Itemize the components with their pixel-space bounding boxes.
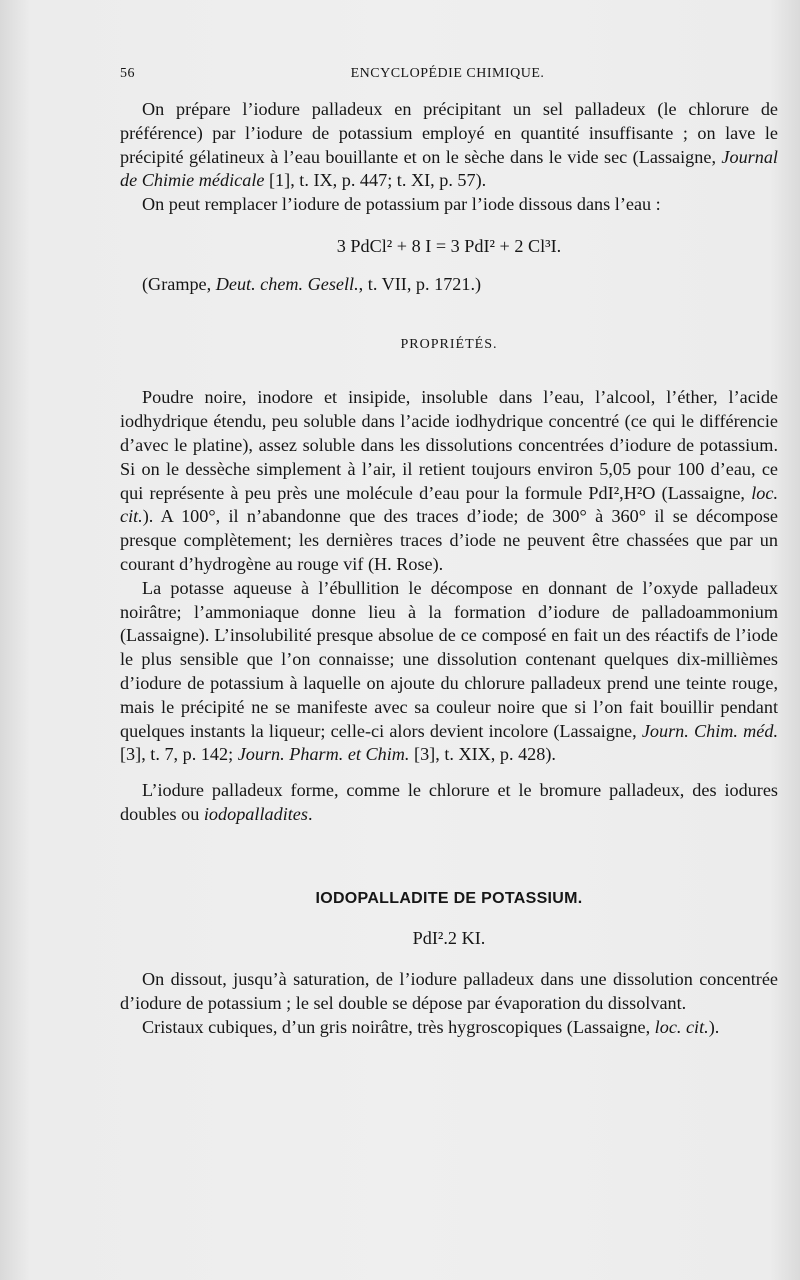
running-title: ENCYCLOPÉDIE CHIMIQUE. — [350, 66, 545, 81]
paragraph-preparation: On prépare l’iodure palladeux en précipitant un sel palladeux (le chlorure de préférence) par l’iodure de potassium employé en quantité insuffisante ; on lave le précipité gélatineux à l’eau bouillante et on le sèche dans le vide sec (Lassaigne, Journal de Chimie médicale [1], t. IX, p. 447; t. XI, p. 57). — [120, 99, 778, 191]
journal-title: Journal de Chimie médicale — [120, 146, 778, 191]
compound-formula: PdI².2 KI. — [412, 927, 486, 948]
paragraph-reactions: La potasse aqueuse à l’ébullition le décompose en donnant de l’oxyde palladeux noirâtre; l’ammoniaque donne lieu à la formation d’iodure de palladoammonium (Lassaigne). L’insolubilité presque absolue de ce composé en fait un des réactifs de l’iode le plus sensible que l’on connaisse; une dissolution contenant quelques dix-millièmes d’iodure de potassium à laquelle on ajoute du chlorure palladeux prend une teinte rouge, mais le précipité ne se manifeste avec sa couleur noire que si l’on fait bouillir pendant quelques instants la liqueur; celle-ci alors devient incolore (Lassaigne, Journ. Chim. méd. [3], t. 7, p. 142; Journ. Pharm. et Chim. [3], t. XIX, p. 428). — [120, 577, 778, 765]
paragraph-alternative: On peut remplacer l’iodure de potassium par l’iode dissous dans l’eau : — [142, 194, 661, 215]
reaction-formula: 3 PdCl² + 8 I = 3 PdI² + 2 Cl³I. — [336, 235, 562, 256]
page-number: 56 — [120, 66, 135, 81]
heading-iodopalladite: IODOPALLADITE DE POTASSIUM. — [315, 889, 583, 907]
paragraph-double-iodides: L’iodure palladeux forme, comme le chlorure et le bromure palladeux, des iodures doubles ou iodopalladites. — [120, 780, 778, 824]
section-title-properties: PROPRIÉTÉS. — [400, 336, 498, 352]
page-body — [120, 98, 778, 1040]
paragraph-dissolution: On dissout, jusqu’à saturation, de l’iodure palladeux dans une dissolution concentrée d’iodure de potassium ; le sel double se dépose par évaporation du dissolvant. — [120, 969, 778, 1014]
journal-title: Deut. chem. Gesell. — [215, 273, 359, 294]
paragraph-properties: Poudre noire, inodore et insipide, insoluble dans l’eau, l’alcool, l’éther, l’acide iodhydrique étendu, peu soluble dans l’acide iodhydrique concentré (ce qui le différencie d’avec le platine), assez soluble dans les dissolutions concentrées d’iodure de potassium. Si on le dessèche simplement à l’air, il retient toujours environ 5,05 pour 100 d’eau, ce qui représente à peu près une molécule d’eau pour la formule PdI²,H²O (Lassaigne, loc. cit.). A 100°, il n’abandonne que des traces d’iode; de 300° à 360° il se décompose presque complètement; les dernières traces d’iode ne peuvent être chassées que par un courant d’hydrogène au rouge vif (H. Rose). — [120, 387, 778, 574]
citation-grampe: (Grampe, Deut. chem. Gesell., t. VII, p. 1721.) — [142, 273, 482, 294]
paragraph-crystals: Cristaux cubiques, d’un gris noirâtre, très hygroscopiques (Lassaigne, loc. cit.). — [142, 1016, 720, 1037]
